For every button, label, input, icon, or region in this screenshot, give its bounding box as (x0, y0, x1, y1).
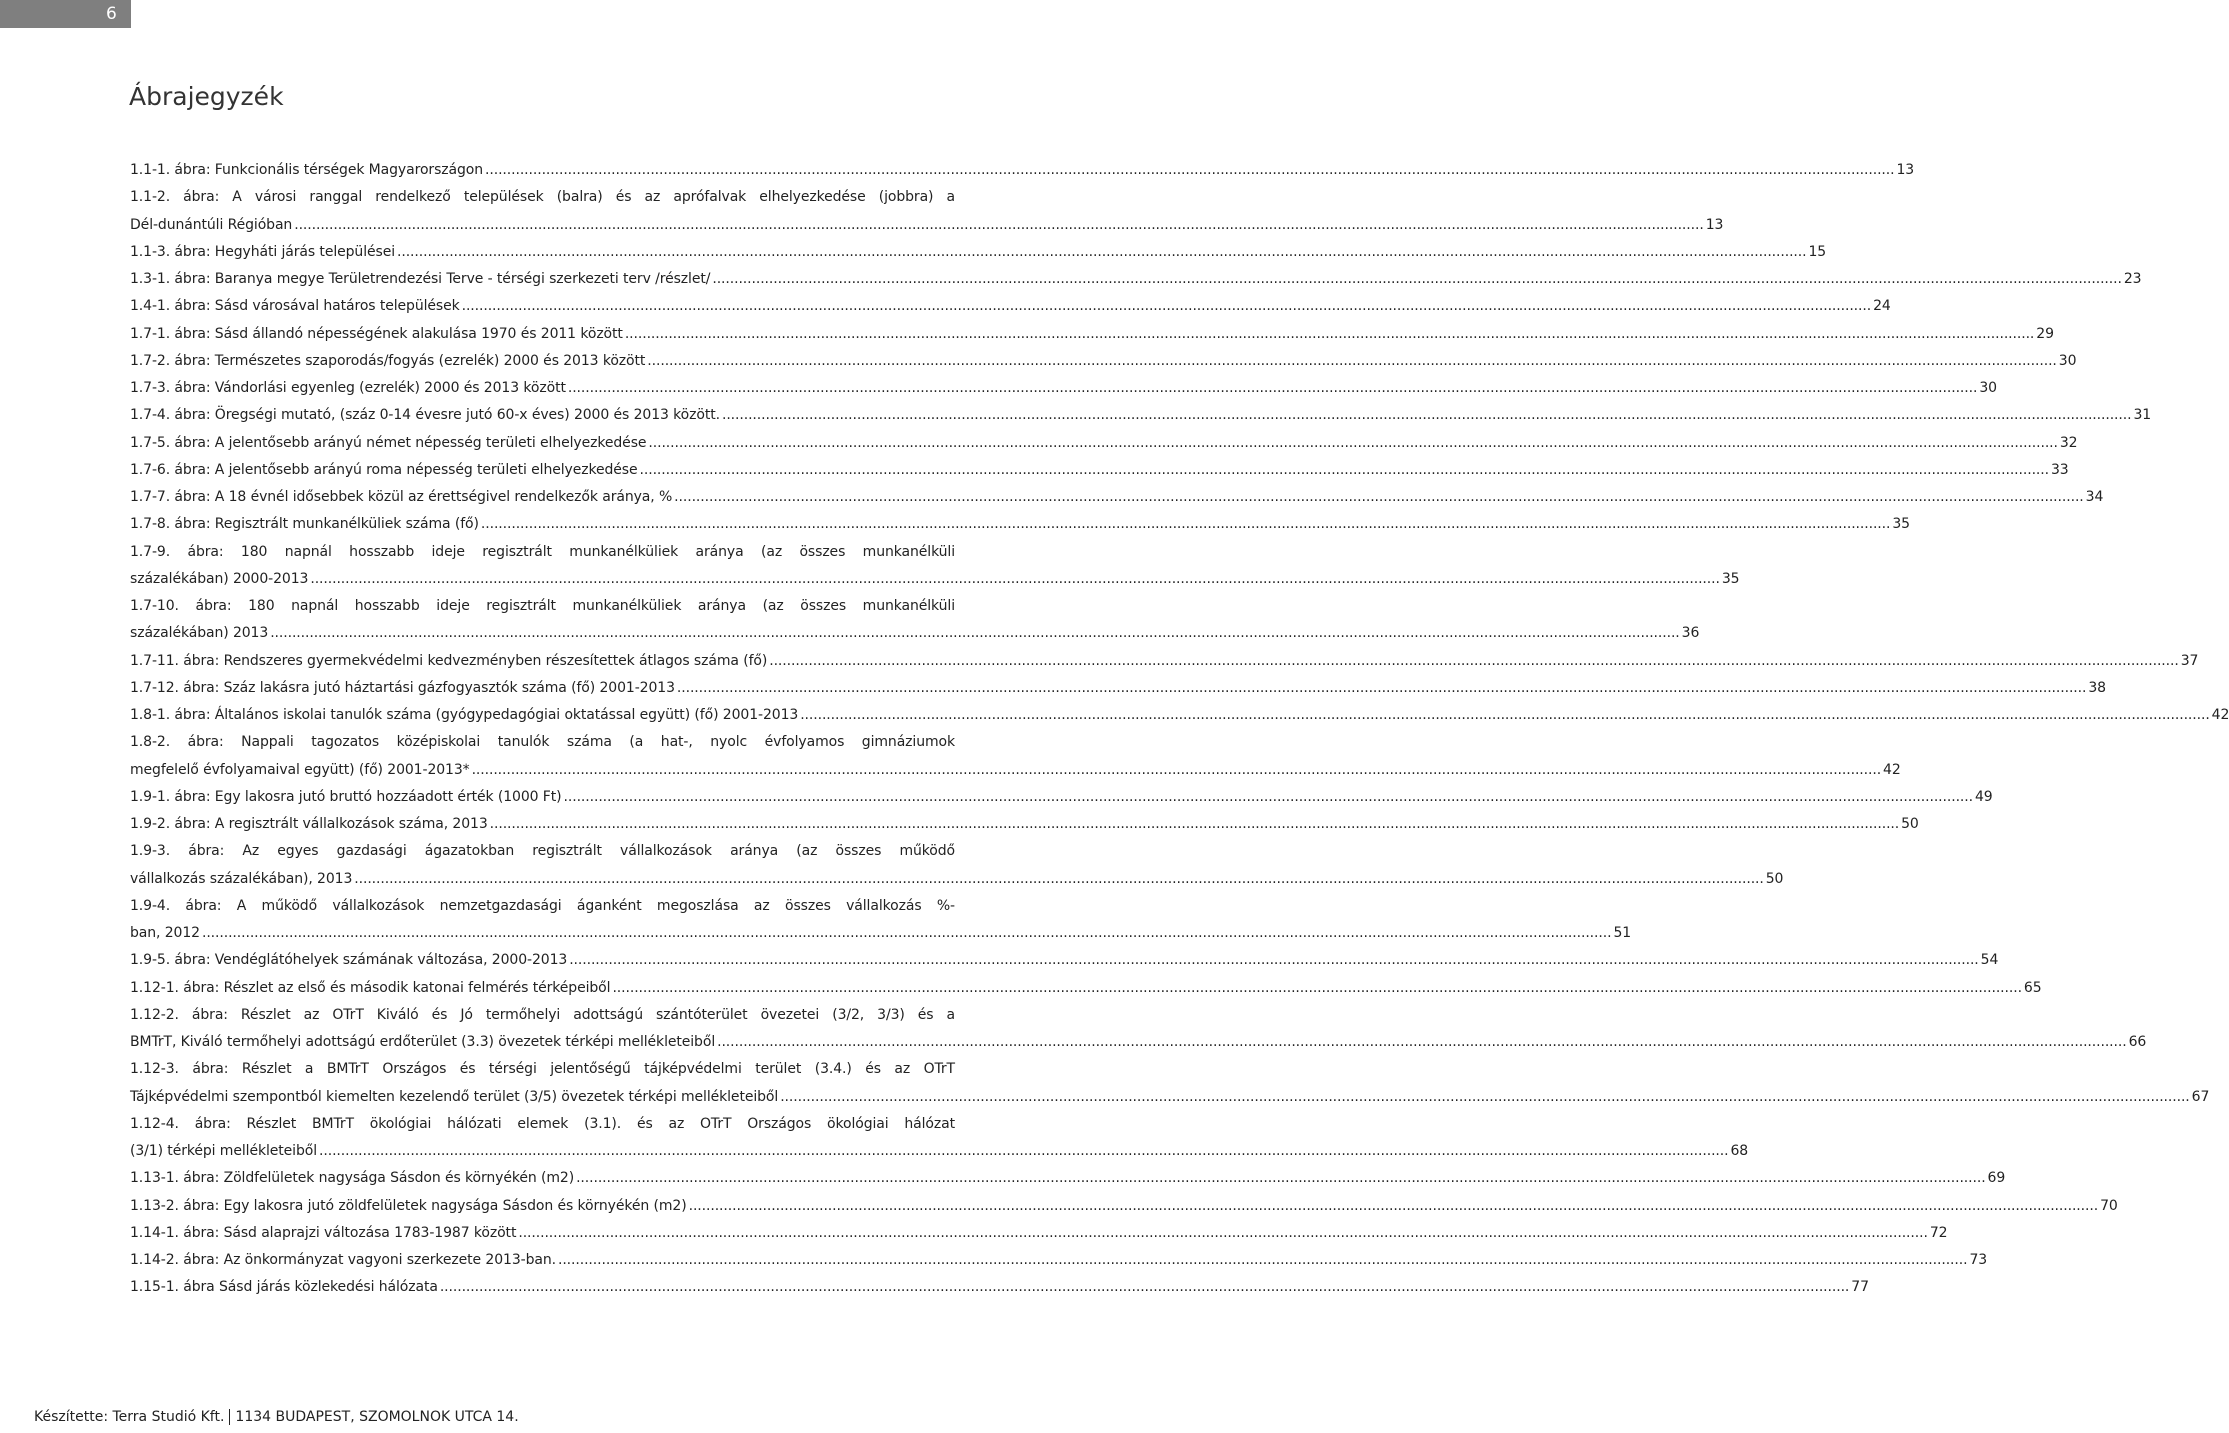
toc-entry[interactable] (130, 184, 1724, 239)
dot-leader (648, 430, 2057, 457)
dot-leader (319, 1138, 1728, 1165)
toc-page-number: 33 (2050, 461, 2069, 478)
dot-leader (674, 484, 2083, 511)
toc-entry[interactable] (130, 539, 1740, 594)
toc-page-number: 31 (2133, 407, 2152, 424)
toc-page-number: 23 (2123, 271, 2142, 287)
toc-entry[interactable] (130, 293, 1891, 320)
toc-entry-text: 1.1-3. ábra: Hegyháti járás települései (130, 243, 395, 260)
dot-leader (294, 212, 1703, 239)
toc-entry-first-line: 1.9-4. ábra: A működő vállalkozások nemzetgazdasági áganként megoszlása az összes vállalkozás %- (130, 897, 955, 914)
toc-entry[interactable] (130, 675, 2106, 702)
dot-leader (440, 1274, 1849, 1301)
toc-entry-text: százalékában) 2000-2013 (130, 570, 309, 587)
toc-entry-text: vállalkozás százalékában), 2013 (130, 870, 353, 887)
dot-leader (800, 702, 2209, 729)
dot-leader (717, 1029, 2126, 1056)
toc-entry[interactable] (130, 593, 1700, 648)
toc-entry[interactable] (130, 321, 2054, 348)
dot-leader (612, 975, 2021, 1002)
dot-leader (647, 348, 2056, 375)
toc-page-number: 54 (1980, 952, 1999, 969)
toc-entry[interactable] (130, 729, 1901, 784)
toc-page-number: 35 (1892, 516, 1910, 533)
toc-entry-text: 1.9-1. ábra: Egy lakosra jutó bruttó hozzáadott érték (1000 Ft) (130, 788, 562, 805)
toc-page-number: 50 (1901, 816, 1919, 832)
toc-page-number: 77 (1851, 1279, 1869, 1296)
toc-page-number: 50 (1765, 870, 1784, 887)
toc-entry-text: 1.14-1. ábra: Sásd alaprajzi változása 1783-1987 között (130, 1224, 517, 1241)
toc-entry[interactable] (130, 1002, 2147, 1057)
toc-entry[interactable] (130, 893, 1632, 948)
toc-entry[interactable] (130, 838, 1784, 893)
toc-entry[interactable] (130, 457, 2069, 484)
dot-leader (712, 266, 2121, 293)
dot-leader (689, 1193, 2098, 1220)
toc-page-number: 65 (2023, 979, 2042, 996)
toc-entry-first-line: 1.1-2. ábra: A városi ranggal rendelkező települések (balra) és az aprófalvak elhelyezkedése (jobbra) a (130, 189, 955, 206)
toc-entry-text: 1.7-7. ábra: A 18 évnél idősebbek közül az érettségivel rendelkezők aránya, % (130, 489, 673, 505)
toc-entry-text: 1.7-12. ábra: Száz lakásra jutó háztartási gázfogyasztók száma (fő) 2001-2013 (130, 679, 675, 696)
toc-entry-text: 1.7-5. ábra: A jelentősebb arányú német népesség területi elhelyezkedése (130, 434, 647, 451)
toc-page-number: 24 (1873, 298, 1891, 315)
toc-entry-text: 1.15-1. ábra Sásd járás közlekedési hálózata (130, 1279, 438, 1296)
dot-leader (625, 321, 2034, 348)
dot-leader (722, 402, 2131, 429)
dot-leader (462, 293, 1871, 320)
toc-entry-text: 1.7-3. ábra: Vándorlási egyenleg (ezrelék) 2000 és 2013 között (130, 380, 566, 396)
dot-leader (640, 457, 2049, 484)
toc-page-number: 35 (1721, 570, 1740, 587)
toc-page-number: 69 (1987, 1170, 2006, 1187)
page-number: 6 (106, 4, 117, 24)
figure-list (130, 157, 2229, 1302)
toc-entry[interactable] (130, 811, 1919, 838)
toc-entry-first-line: 1.12-4. ábra: Részlet BMTrT ökológiai hálózati elemek (3.1). és az OTrT Országos ökológiai hálózat (130, 1115, 955, 1132)
toc-entry-text: BMTrT, Kiváló termőhelyi adottságú erdőterület (3.3) övezetek térképi mellékleteiből (130, 1034, 716, 1050)
toc-entry-text: 1.9-2. ábra: A regisztrált vállalkozások száma, 2013 (130, 816, 488, 832)
toc-entry[interactable] (130, 648, 2199, 675)
dot-leader (677, 675, 2086, 702)
dot-leader (769, 648, 2178, 675)
toc-entry-text: (3/1) térképi mellékleteiből (130, 1143, 318, 1159)
page-title: Ábrajegyzék (129, 82, 284, 111)
toc-page-number: 38 (2088, 679, 2106, 696)
toc-entry[interactable] (130, 702, 2229, 729)
toc-entry-first-line: 1.9-3. ábra: Az egyes gazdasági ágazatokban regisztrált vállalkozások aránya (az összes működő (130, 843, 955, 860)
page-number-tab (0, 0, 131, 28)
toc-page-number: 42 (1883, 761, 1901, 778)
toc-entry[interactable] (130, 1165, 2006, 1192)
toc-entry[interactable] (130, 784, 1993, 811)
toc-entry[interactable] (130, 947, 1999, 974)
toc-entry[interactable] (130, 1274, 1869, 1301)
toc-entry[interactable] (130, 484, 2104, 511)
toc-page-number: 30 (1979, 380, 1997, 396)
toc-page-number: 37 (2180, 652, 2199, 669)
toc-page-number: 67 (2191, 1088, 2210, 1105)
toc-entry[interactable] (130, 348, 2077, 375)
toc-entry-text: 1.9-5. ábra: Vendéglátóhelyek számának változása, 2000-2013 (130, 952, 568, 969)
toc-entry-text: 1.7-1. ábra: Sásd állandó népességének alakulása 1970 és 2011 között (130, 325, 623, 342)
toc-entry-text: megfelelő évfolyamaival együtt) (fő) 2001-2013* (130, 761, 470, 778)
toc-page-number: 32 (2059, 434, 2078, 451)
toc-entry[interactable] (130, 402, 2152, 429)
toc-entry[interactable] (130, 157, 1915, 184)
footer-author: Készítette: Terra Studió Kft. (34, 1409, 225, 1425)
toc-entry-text: Tájképvédelmi szempontból kiemelten kezelendő terület (3/5) övezetek térképi mellékleteiből (130, 1088, 779, 1105)
toc-entry-first-line: 1.12-2. ábra: Részlet az OTrT Kiváló és Jó termőhelyi adottságú szántóterület övezetei (3/2, 3/3) és a (130, 1006, 955, 1023)
toc-page-number: 72 (1929, 1224, 1948, 1241)
toc-page-number: 34 (2085, 489, 2104, 505)
dot-leader (310, 566, 1719, 593)
toc-page-number: 13 (1896, 162, 1915, 178)
dot-leader (564, 784, 1973, 811)
toc-entry-first-line: 1.7-9. ábra: 180 napnál hosszabb ideje regisztrált munkanélküliek aránya (az összes munkanélküli (130, 543, 955, 560)
dot-leader (202, 920, 1611, 947)
toc-page-number: 30 (2058, 352, 2077, 369)
toc-entry[interactable] (130, 430, 2078, 457)
toc-page-number: 73 (1969, 1252, 1988, 1268)
toc-entry-first-line: 1.8-2. ábra: Nappali tagozatos középiskolai tanulók száma (a hat-, nyolc évfolyamos gimnáziumok (130, 734, 955, 751)
toc-entry-text: 1.7-6. ábra: A jelentősebb arányú roma népesség területi elhelyezkedése (130, 461, 638, 478)
toc-entry-text: 1.7-4. ábra: Öregségi mutató, (száz 0-14 évesre jutó 60-x éves) 2000 és 2013 között. (130, 407, 720, 424)
dot-leader (481, 511, 1890, 538)
toc-entry[interactable] (130, 375, 1997, 402)
toc-entry[interactable] (130, 511, 1910, 538)
dot-leader (485, 157, 1894, 184)
toc-page-number: 68 (1730, 1143, 1749, 1159)
dot-leader (354, 866, 1763, 893)
footer-separator (229, 1409, 230, 1425)
dot-leader (490, 811, 1899, 838)
toc-entry-text: 1.14-2. ábra: Az önkormányzat vagyoni szerkezete 2013-ban. (130, 1252, 556, 1268)
toc-page-number: 36 (1681, 625, 1700, 642)
toc-entry[interactable] (130, 1220, 1948, 1247)
toc-entry-text: 1.1-1. ábra: Funkcionális térségek Magyarországon (130, 162, 484, 178)
dot-leader (558, 1247, 1967, 1274)
toc-entry-text: 1.7-8. ábra: Regisztrált munkanélküliek száma (fő) (130, 516, 479, 533)
toc-entry-text: ban, 2012 (130, 925, 200, 941)
toc-page-number: 66 (2128, 1034, 2147, 1050)
dot-leader (518, 1220, 1927, 1247)
toc-page-number: 49 (1974, 788, 1993, 805)
dot-leader (780, 1084, 2189, 1111)
toc-page-number: 51 (1613, 925, 1632, 941)
toc-entry-first-line: 1.12-3. ábra: Részlet a BMTrT Országos és térségi jelentőségű tájképvédelmi terület (3.4.) és az OTrT (130, 1061, 955, 1078)
toc-entry-text: 1.3-1. ábra: Baranya megye Területrendezési Terve - térségi szerkezeti terv /részlet/ (130, 271, 711, 287)
toc-page-number: 13 (1705, 216, 1724, 233)
toc-entry-text: 1.4-1. ábra: Sásd városával határos települések (130, 298, 460, 315)
toc-entry-text: 1.12-1. ábra: Részlet az első és második katonai felmérés térképeiből (130, 979, 611, 996)
toc-entry[interactable] (130, 975, 2042, 1002)
dot-leader (270, 620, 1679, 647)
toc-page-number: 70 (2100, 1197, 2118, 1214)
toc-page-number: 29 (2036, 325, 2054, 342)
toc-entry-text: százalékában) 2013 (130, 625, 269, 642)
toc-entry-text: 1.8-1. ábra: Általános iskolai tanulók száma (gyógypedagógiai oktatással együtt) (fő) 2001-2013 (130, 707, 799, 723)
toc-entry-text: 1.13-1. ábra: Zöldfelületek nagysága Sásdon és környékén (m2) (130, 1170, 575, 1187)
toc-entry[interactable] (130, 266, 2142, 293)
dot-leader (569, 947, 1978, 974)
toc-entry[interactable] (130, 1247, 1988, 1274)
toc-entry-text: 1.13-2. ábra: Egy lakosra jutó zöldfelületek nagysága Sásdon és környékén (m2) (130, 1197, 687, 1214)
toc-entry[interactable] (130, 239, 1827, 266)
toc-page-number: 15 (1808, 243, 1827, 260)
footer-address: 1134 BUDAPEST, SZOMOLNOK UTCA 14. (235, 1409, 519, 1425)
dot-leader (576, 1165, 1985, 1192)
toc-entry-text: Dél-dunántúli Régióban (130, 216, 293, 233)
toc-entry-text: 1.7-11. ábra: Rendszeres gyermekvédelmi kedvezményben részesítettek átlagos száma (fő) (130, 652, 768, 669)
dot-leader (568, 375, 1977, 402)
toc-page-number: 42 (2211, 707, 2229, 723)
dot-leader (397, 239, 1806, 266)
toc-entry[interactable] (130, 1193, 2118, 1220)
toc-entry-first-line: 1.7-10. ábra: 180 napnál hosszabb ideje regisztrált munkanélküliek aránya (az összes munkanélküli (130, 598, 955, 614)
dot-leader (472, 757, 1881, 784)
toc-entry[interactable] (130, 1056, 2210, 1111)
toc-entry-text: 1.7-2. ábra: Természetes szaporodás/fogyás (ezrelék) 2000 és 2013 között (130, 352, 646, 369)
footer (34, 1409, 519, 1425)
toc-entry[interactable] (130, 1111, 1749, 1166)
